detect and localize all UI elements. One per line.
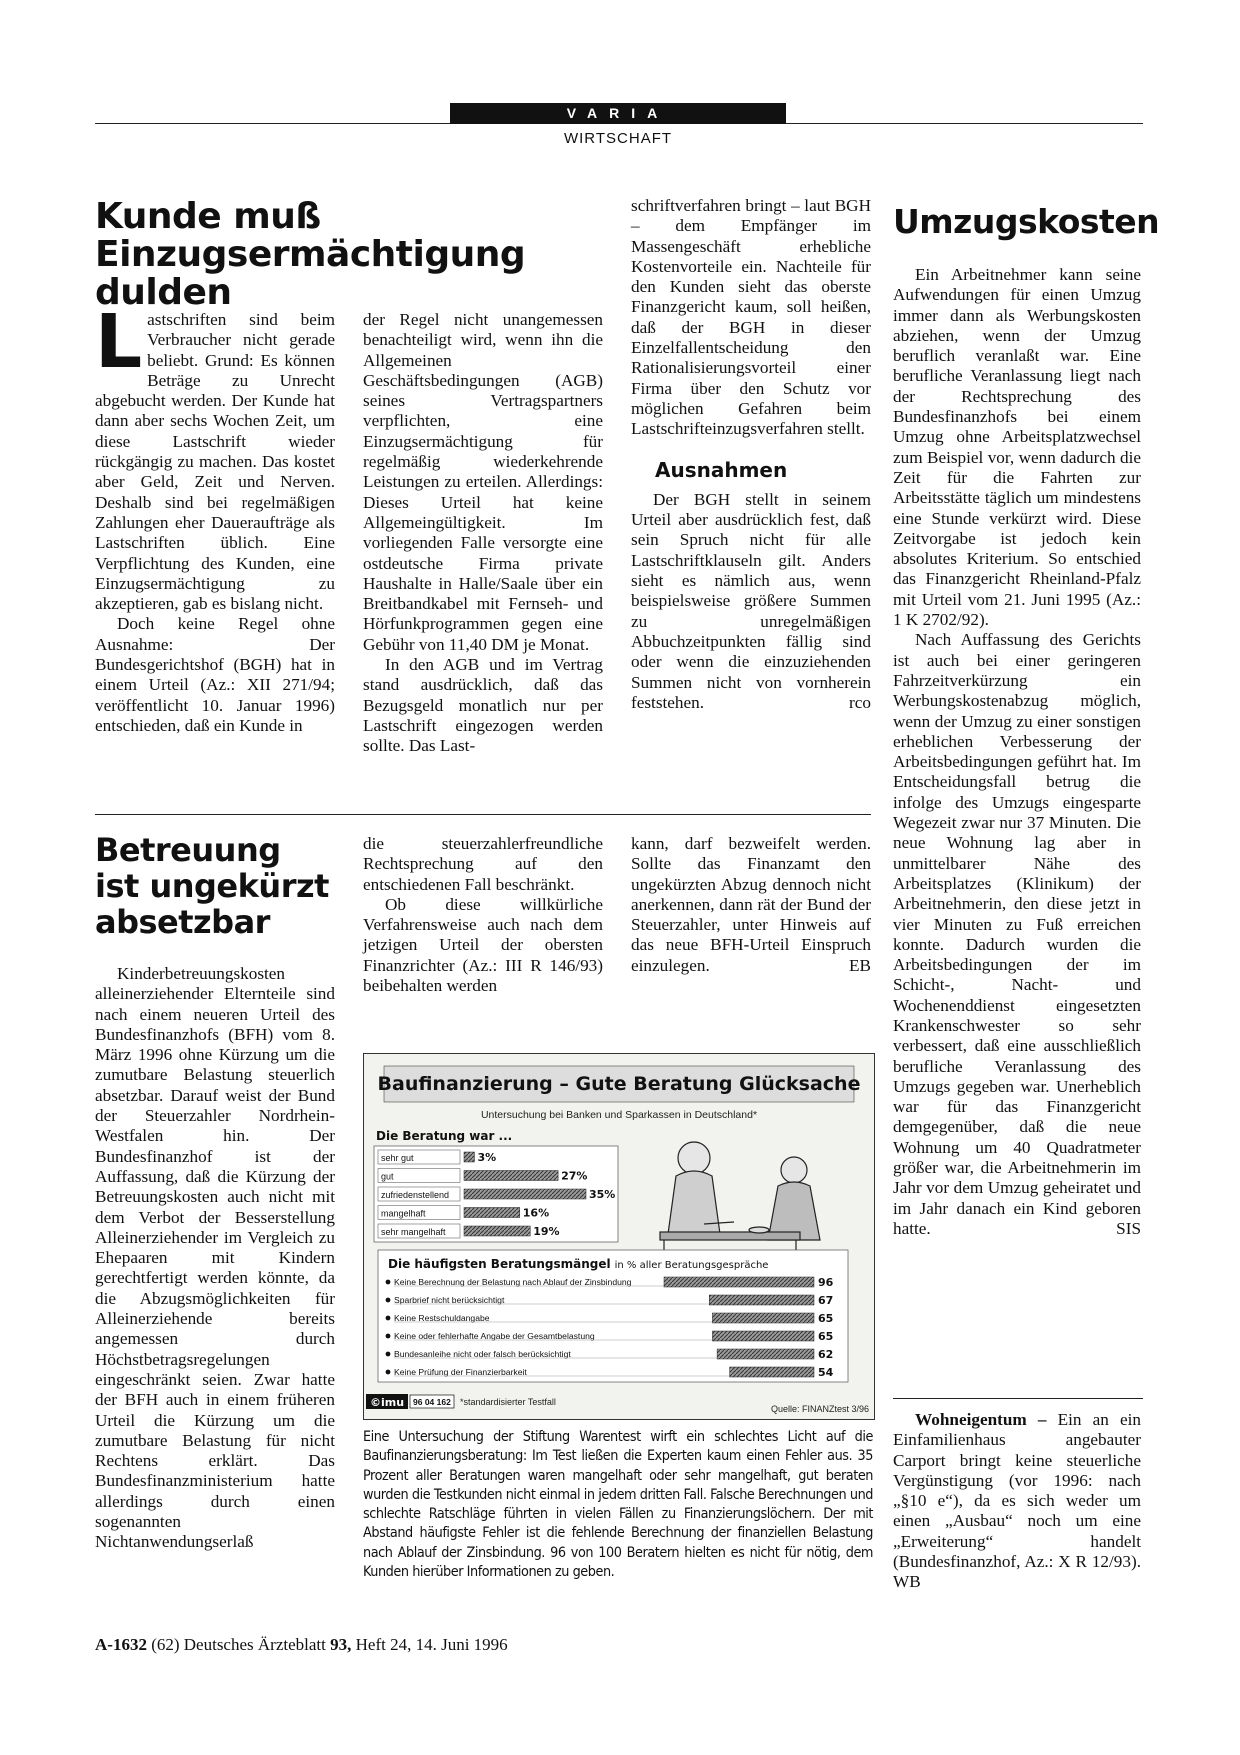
article3-para1: Ein Arbeitnehmer kann seine Aufwendungen für einen Umzug immer dann als Werbungskosten abziehen, wenn der Umzug beruflich veranlaßt war. Eine berufliche Veranlassung liegt nach der Rechtsprechung des Bundesfinanzhofs bei einem Umzug ohne Arbeitsplatzwechsel zum Beispiel vor, wenn dadurch die Zeit für die Fahrten zur Arbeitsstätte täglich um mindestens eine Stunde verkürzt wird. Diese Zeitvorgabe ist jedoch kein absolutes Kriterium. So entschied das Finanzgericht Rheinland-Pfalz mit Urteil vom 21. Juni 1995 (Az.: 1 K 2702/92).: [893, 265, 1141, 630]
article2-col1: [95, 964, 335, 1553]
panel1-value-label: 35%: [589, 1188, 616, 1201]
article1-col3-para2: Der BGH stellt in seinem Urteil aber ausdrücklich fest, daß sein Spruch nicht für alle Lastschriftklauseln gilt. Anders sieht es nämlich aus, wenn beispielsweise größere Summen zu unregelmäßigen Abbuchzeitpunkten fällig sind oder wenn die einzuziehenden Summen nicht von vornherein feststehen. rco: [631, 489, 871, 712]
article1-col2: [363, 310, 603, 757]
article1-signature: rco: [849, 692, 871, 712]
footer-issue: Heft 24, 14. Juni 1996: [355, 1635, 508, 1654]
panel2-value-label: 62: [818, 1348, 834, 1361]
article1-title-line1: Kunde muß: [95, 196, 321, 237]
article2-col3: [631, 834, 871, 976]
panel1-category-label: sehr gut: [381, 1153, 414, 1163]
panel2-bullet: [386, 1352, 391, 1357]
panel2-heading: Die häufigsten Beratungsmängel in % aller Beratungsgespräche: [388, 1257, 769, 1271]
consulting-illustration: [660, 1142, 820, 1254]
chart-caption: Eine Untersuchung der Stiftung Warentest wirft ein schlechtes Licht auf die Baufinanzierungsberatung: Im Test ließen die Experten kaum einen Fehler aus. 35 Prozent aller Beratungen waren mangelhaft oder sehr mangelhaft, gut beraten wurden die Testkunden nicht einmal in jedem dritten Fall. Falsche Berechnungen und schlechte Ratschläge führten in vielen Fällen zu Finanzierungslöchern. Der mit Abstand häufigste Fehler ist die fehlende Berechnung der finanziellen Belastung nach Ablauf der Zinsbindung. 96 von 100 Beratern hielten es nicht für nötig, dem Kunden hierüber Informationen zu geben.: [363, 1429, 873, 1581]
panel2-bar: [712, 1331, 814, 1341]
panel1-heading: Die Beratung war ...: [376, 1129, 513, 1143]
panel2-bar: [712, 1313, 814, 1323]
panel2-value-label: 67: [818, 1294, 834, 1307]
panel1-category-label: gut: [381, 1171, 394, 1182]
panel2-value-label: 96: [818, 1276, 834, 1289]
article1-title: [95, 198, 615, 312]
panel1-value-label: 19%: [533, 1225, 560, 1238]
panel2-bar: [664, 1277, 814, 1287]
chart-source: Quelle: FINANZtest 3/96: [770, 1404, 869, 1414]
panel1-category-label: sehr mangelhaft: [381, 1227, 446, 1237]
article2-col2-para2: Ob diese willkürliche Verfahrensweise auch nach dem jetzigen Urteil der obersten Finanzrichter (Az.: III R 146/93) beibehalten werden: [363, 894, 603, 996]
article2-title-line1: Betreuung: [95, 831, 281, 869]
article3-signature: SIS: [1116, 1218, 1141, 1238]
right-column-divider: [893, 1398, 1143, 1399]
article1-col1-para2: Doch keine Regel ohne Ausnahme: Der Bundesgerichtshof (BGH) hat in einem Urteil (Az.: XII 271/94; veröffentlicht 10. Januar 1996) entschieden, daß ein Kunde in: [95, 614, 335, 735]
footer-journal: (62) Deutsches Ärzteblatt: [151, 1635, 326, 1654]
panel2-category-label: Keine oder fehlerhafte Angabe der Gesamtbelastung: [394, 1331, 595, 1341]
chart: [363, 1053, 875, 1420]
article2-col2: [363, 834, 603, 996]
panel2-bullet: [386, 1334, 391, 1339]
article4-lead: Wohneigentum –: [915, 1410, 1047, 1429]
panel1-value-label: 27%: [561, 1169, 588, 1183]
panel1-bar: [464, 1208, 520, 1218]
article1-col2-para2: In den AGB und im Vertrag stand ausdrücklich, daß das Bezugsgeld monatlich nur per Lastschrift eingezogen werden sollte. Das Last-: [363, 655, 603, 756]
chart-svg: [364, 1054, 874, 1419]
article4-body: [893, 1410, 1141, 1593]
panel2-bullet: [386, 1370, 391, 1375]
article3-title: Umzugskosten: [893, 202, 1160, 241]
chart-footnote: *standardisierter Testfall: [460, 1397, 556, 1407]
panel1-bar: [464, 1189, 586, 1199]
panel2-value-label: 65: [818, 1330, 834, 1343]
panel1-bar: [464, 1226, 530, 1236]
subsection-label: WIRTSCHAFT: [563, 130, 673, 147]
imu-logo: ©imu: [370, 1396, 405, 1409]
panel2-bullet: [386, 1316, 391, 1321]
footer-volume: 93,: [330, 1635, 352, 1654]
article1-col1-para1: astschriften sind beim Verbraucher nicht gerade beliebt. Grund: Es können Beträge zu Unrecht abgebucht werden. Der Kunde hat dann aber sechs Wochen Zeit, um diese Lastschrift wieder rückgängig zu machen. Das kostet aber Geld, Zeit und Nerven. Deshalb sind bei regelmäßigen Zahlungen eher Daueraufträge als Lastschriften üblich. Eine Verpflichtung des Kunden, eine Einzugsermächtigung zu akzeptieren, gab es bislang nicht.: [95, 310, 335, 614]
article4-text: Ein an ein Einfamilienhaus angebauter Carport bringt keine steuerliche Vergünstigung (vor 1996: nach „§10 e“), da es sich weder um einen „Ausbau“ noch um eine „Erweiterung“ handelt (Bundesfinanzhof, Az.: X R 12/93).: [893, 1410, 1141, 1572]
panel2-category-label: Keine Berechnung der Belastung nach Ablauf der Zinsbindung: [394, 1277, 632, 1287]
dropcap: L: [95, 299, 143, 385]
article1-col3-para1: schriftverfahren bringt – laut BGH – dem Empfänger im Massengeschäft erhebliche Kostenvorteile ein. Nachteile für den Kunden sieht das oberste Finanzgericht kaum, soll heißen, daß der BGH in dieser Einzelfallentscheidung den Rationalisierungsvorteil einer Firma über den Schutz vor möglichen Gefahren beim Lastschrifteinzugsverfahren stellt.: [631, 196, 871, 439]
article2-col1-para1: Kinderbetreuungskosten alleinerziehender Elternteile sind nach einem neueren Urteil des Bundesfinanzhofs (BFH) vom 8. März 1996 ohne Kürzung um die zumutbare Belastung steuerlich absetzbar. Darauf weist der Bund der Steuerzahler Nordrhein-Westfalen hin. Der Bundesfinanzhof ist der Auffassung, daß die Kürzung der Betreuungskosten auch nicht mit dem Verbot der Besserstellung Alleinerziehender im Vergleich zu Ehepaaren mit Kindern gerechtfertigt werden könnte, da die Abzugsmöglichkeiten für Alleinerziehende bereits angemessen durch Höchstbetragsregelungen eingeschränkt seien. Zwar hatte der BFH auch in einem früheren Urteil die Kürzung um die zumutbare Belastung für nicht Rechtens erklärt. Das Bundesfinanzministerium hatte allerdings durch einen sogenannten Nichtanwendungserlaß: [95, 964, 335, 1552]
panel1-bar: [464, 1171, 558, 1181]
panel2-bullet: [386, 1280, 391, 1285]
article2-signature: EB: [849, 955, 871, 975]
article2-title-line3: absetzbar: [95, 903, 270, 941]
panel2-value-label: 65: [818, 1312, 834, 1325]
chart-code: 96 04 162: [413, 1397, 451, 1407]
article3-para2: Nach Auffassung des Gerichts ist auch bei einer geringeren Fahrzeitverkürzung ein Werbungskostenabzug möglich, wenn der Umzug zu einer sonstigen erheblichen Verbesserung der Arbeitsbedingungen geführt hat. Im Entscheidungsfall betrug die infolge des Umzugs eingesparte Wegezeit zwar nur 37 Minuten. Die neue Wohnung lag aber in unmittelbarer Nähe des Arbeitsplatzes (Klinikum) der Arbeitnehmerin, den diese jetzt in vier Minuten zu Fuß erreichen konnte. Dadurch wurden die Arbeitsbedingungen der im Schicht-, Nacht- und Wochenenddienst eingesetzten Krankenschwester so sehr verbessert, daß eine ausschließlich berufliche Veranlassung des Umzugs gegeben war. Unerheblich war für das Finanzgericht demgegenüber, daß die neue Wohnung um 40 Quadratmeter größer war, die Arbeitnehmerin im Jahr vor dem Umzug geheiratet und im Jahr danach ein Kind geboren hatte. SIS: [893, 630, 1141, 1238]
chart-subtitle: Untersuchung bei Banken und Sparkassen in Deutschland*: [480, 1109, 758, 1121]
article-divider: [95, 814, 871, 815]
panel2-value-label: 54: [818, 1366, 834, 1379]
panel2-bar: [717, 1349, 814, 1359]
panel2-category-label: Bundesanleihe nicht oder falsch berücksichtigt: [394, 1349, 571, 1359]
article1-col3: [631, 196, 871, 713]
panel1-category-label: zufriedenstellend: [381, 1190, 450, 1200]
article2-col2-para1: die steuerzahlerfreundliche Rechtsprechung auf den entschiedenen Fall beschränkt.: [363, 834, 603, 894]
section-label: VARIA: [450, 103, 786, 124]
panel2-category-label: Keine Prüfung der Finanzierbarkeit: [394, 1367, 527, 1377]
article4-signature: WB: [893, 1572, 921, 1592]
panel1-category-label: mangelhaft: [381, 1208, 426, 1219]
article2-title-line2: ist ungekürzt: [95, 867, 329, 905]
article2-title: [95, 832, 335, 940]
panel2-bar: [730, 1367, 814, 1377]
panel2-category-label: Sparbrief nicht berücksichtigt: [394, 1295, 505, 1305]
chart-title: Baufinanzierung – Gute Beratung Glücksache: [377, 1073, 861, 1095]
article1-col2-para1: der Regel nicht unangemessen benachteiligt wird, wenn ihn die Allgemeinen Geschäftsbedingungen (AGB) seines Vertragspartners verpflichten, eine Einzugsermächtigung für regelmäßig wiederkehrende Leistungen zu erteilen. Allerdings: Dieses Urteil hat keine Allgemeingültigkeit. Im vorliegenden Falle versorgte eine ostdeutsche Firma private Haushalte in Halle/Saale über ein Breitbandkabel mit Fernseh- und Hörfunkprogrammen gegen eine Gebühr von 11,40 DM je Monat.: [363, 310, 603, 654]
article1-col1: [95, 299, 335, 736]
article3-body: [893, 265, 1141, 1239]
panel2-bullet: [386, 1298, 391, 1303]
page-footer: [95, 1635, 508, 1655]
article2-col3-para1: kann, darf bezweifelt werden. Sollte das Finanzamt den ungekürzten Abzug dennoch nicht anerkennen, dann rät der Bund der Steuerzahler, unter Hinweis auf das neue BFH-Urteil Einspruch einzulegen. EB: [631, 834, 871, 975]
panel2-category-label: Keine Restschuldangabe: [394, 1313, 490, 1323]
panel1-bar: [464, 1152, 474, 1162]
article1-subhead: Ausnahmen: [655, 457, 788, 482]
panel1-value-label: 16%: [522, 1206, 550, 1220]
article1-title-line2: Einzugsermächtigung dulden: [95, 234, 526, 313]
panel1-value-label: 3%: [477, 1151, 497, 1164]
page-number: A-1632: [95, 1635, 147, 1654]
panel2-bar: [709, 1295, 814, 1305]
